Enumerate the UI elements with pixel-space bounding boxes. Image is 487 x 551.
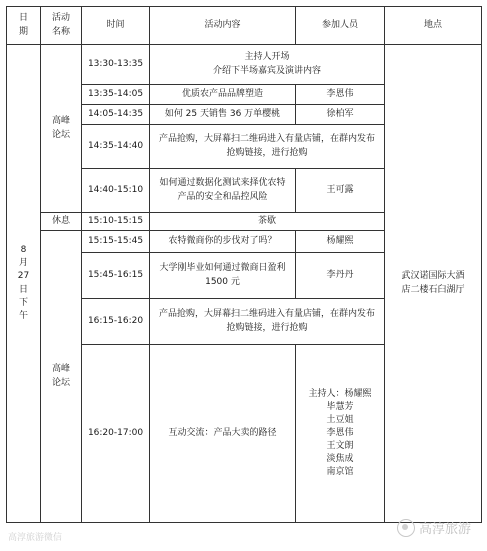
content-cell: 主持人开场 介绍下半场嘉宾及演讲内容 <box>150 45 385 85</box>
header-row <box>7 7 482 45</box>
header-place: 地点 <box>385 7 482 45</box>
people-cell: 李丹丹 <box>296 253 385 299</box>
content-cell: 大学刚毕业如何通过微商日盈利 1500 元 <box>150 253 296 299</box>
section-break: 休息 <box>41 213 82 231</box>
header-content: 活动内容 <box>150 7 296 45</box>
header-people: 参加人员 <box>296 7 385 45</box>
content-cell: 茶歇 <box>150 213 385 231</box>
place-cell: 武汉诺国际大酒 店二楼石臼湖厅 <box>385 45 482 523</box>
date-cell: 8 月 27 日 下 午 <box>7 45 41 523</box>
time-cell: 13:35-14:05 <box>82 85 150 105</box>
people-cell: 李恩伟 <box>296 85 385 105</box>
content-cell: 产品抢购，大屏幕扫二维码进入有量店铺，在群内发布 抢购链接，进行抢购 <box>150 125 385 169</box>
time-cell: 14:05-14:35 <box>82 105 150 125</box>
header-date: 日 期 <box>7 7 41 45</box>
content-cell: 互动交流：产品大卖的路径 <box>150 345 296 523</box>
content-cell: 优质农产品品牌塑造 <box>150 85 296 105</box>
content-cell: 如何 25 天销售 36 万单樱桃 <box>150 105 296 125</box>
time-cell: 16:15-16:20 <box>82 299 150 345</box>
watermark-right <box>397 518 471 537</box>
watermark-right-text: 高淳旅游 <box>418 522 471 537</box>
time-cell: 15:10-15:15 <box>82 213 150 231</box>
time-cell: 15:15-15:45 <box>82 231 150 253</box>
header-time: 时间 <box>82 7 150 45</box>
schedule-table <box>6 6 482 523</box>
time-cell: 16:20-17:00 <box>82 345 150 523</box>
time-cell: 13:30-13:35 <box>82 45 150 85</box>
content-cell: 农特微商你的步伐对了吗？ <box>150 231 296 253</box>
time-cell: 14:40-15:10 <box>82 169 150 213</box>
content-cell: 产品抢购，大屏幕扫二维码进入有量店铺，在群内发布 抢购链接，进行抢购 <box>150 299 385 345</box>
content-cell: 如何通过数据化测试来择优农特 产品的安全和品控风险 <box>150 169 296 213</box>
people-cell: 王可露 <box>296 169 385 213</box>
section-forum-1: 高峰 论坛 <box>41 45 82 213</box>
people-cell: 杨耀熙 <box>296 231 385 253</box>
table-row <box>7 45 482 85</box>
time-cell: 14:35-14:40 <box>82 125 150 169</box>
time-cell: 15:45-16:15 <box>82 253 150 299</box>
people-cell: 徐柏军 <box>296 105 385 125</box>
header-activity-name: 活动 名称 <box>41 7 82 45</box>
section-forum-2: 高峰 论坛 <box>41 231 82 523</box>
watermark-left: 高淳旅游微信 <box>8 533 63 543</box>
wechat-logo-icon <box>397 519 415 537</box>
people-cell: 主持人：杨耀熙 毕慧芳 土豆姐 李恩伟 王文朗 淡焦成 南京馆 <box>296 345 385 523</box>
